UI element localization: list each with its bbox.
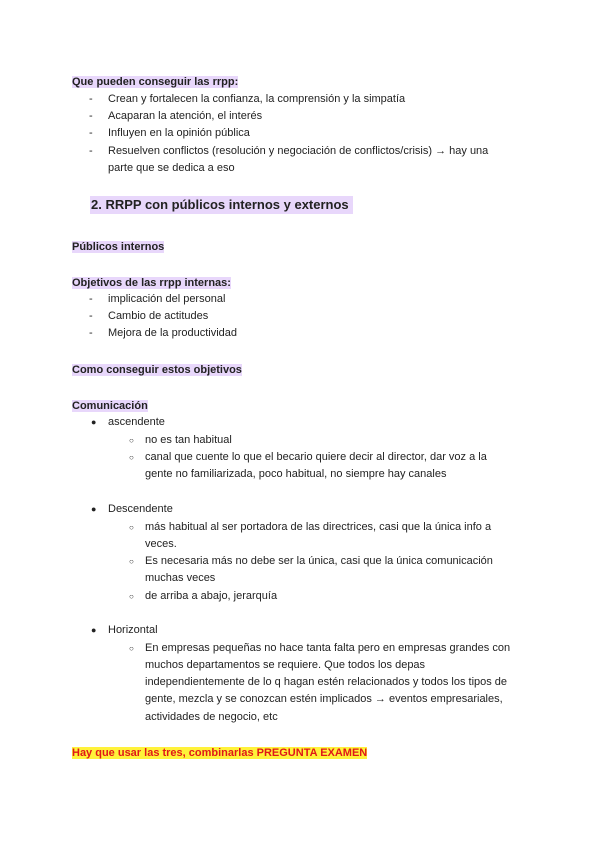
descendente-sub-2: Es necesaria más no debe ser la única, casi que la única comunicación: [145, 555, 493, 567]
exam-note-text: Hay que usar las tres, combinarlas PREGUNTA EXAMEN: [72, 747, 368, 759]
heading-text: Objetivos de las rrpp internas:: [72, 277, 231, 289]
circle-bullet-icon: ○: [129, 557, 134, 566]
heading-que-pueden: [72, 75, 238, 89]
bullet-icon: ●: [91, 504, 97, 514]
circle-bullet-icon: ○: [129, 523, 134, 532]
bullet-descendente: Descendente: [108, 503, 173, 515]
bullet-icon: ●: [91, 417, 97, 427]
circle-bullet-icon: ○: [129, 644, 134, 653]
dash-marker: -: [89, 127, 93, 139]
ascendente-sub-2-cont: gente no familiarizada, poco habitual, no siempre hay canales: [145, 468, 447, 480]
heading-como-conseguir: [72, 363, 242, 377]
heading-objetivos: [72, 276, 231, 290]
dash-marker: -: [89, 110, 93, 122]
exam-note: [72, 746, 367, 760]
list1-item-2: Acaparan la atención, el interés: [108, 110, 263, 122]
ascendente-sub-2: canal que cuente lo que el becario quiere decir al director, dar voz a la: [145, 451, 487, 463]
list1-item-1: Crean y fortalecen la confianza, la comprensión y la simpatía: [108, 93, 406, 105]
horizontal-sub-1-cont3: gente, mezcla y se conozcan estén implicados → eventos empresariales,: [145, 693, 503, 705]
list1-item-4: Resuelven conflictos (resolución y negociación de conflictos/crisis) → hay una: [108, 145, 489, 157]
bullet-icon: ●: [91, 625, 97, 635]
horizontal-sub-1: En empresas pequeñas no hace tanta falta pero en empresas grandes con: [145, 642, 511, 654]
circle-bullet-icon: ○: [129, 436, 134, 445]
descendente-sub-2-cont: muchas veces: [145, 572, 216, 584]
dash-marker: -: [89, 327, 93, 339]
list1-item-4-cont: parte que se dedica a eso: [108, 162, 235, 174]
dash-marker: -: [89, 145, 93, 157]
dash-marker: -: [89, 310, 93, 322]
list1-item-3: Influyen en la opinión pública: [108, 127, 250, 139]
horizontal-sub-1-cont2: independientemente de lo q hagan estén relacionados y todos los tipos de: [145, 676, 508, 688]
descendente-sub-1: más habitual al ser portadora de las directrices, casi que la única info a: [145, 521, 492, 533]
circle-bullet-icon: ○: [129, 592, 134, 601]
dash-marker: -: [89, 93, 93, 105]
horizontal-sub-1-cont4: actividades de negocio, etc: [145, 711, 278, 723]
descendente-sub-1-cont: veces.: [145, 538, 177, 550]
bullet-horizontal: Horizontal: [108, 624, 158, 636]
list2-item-1: implicación del personal: [108, 293, 226, 305]
heading-comunicacion: [72, 399, 148, 413]
list2-item-2: Cambio de actitudes: [108, 310, 209, 322]
ascendente-sub-1: no es tan habitual: [145, 434, 232, 446]
heading-text: Como conseguir estos objetivos: [72, 364, 242, 376]
bullet-ascendente: ascendente: [108, 416, 165, 428]
list2-item-3: Mejora de la productividad: [108, 327, 238, 339]
section-title: 2. RRPP con públicos internos y externos: [90, 196, 353, 214]
heading-text: Que pueden conseguir las rrpp:: [72, 76, 239, 88]
heading-text: Comunicación: [72, 400, 148, 412]
horizontal-sub-1-cont1: muchos departamentos se requiere. Que todos los depas: [145, 659, 426, 671]
descendente-sub-3: de arriba a abajo, jerarquía: [145, 590, 278, 602]
dash-marker: -: [89, 293, 93, 305]
heading-text: Públicos internos: [72, 241, 165, 253]
circle-bullet-icon: ○: [129, 453, 134, 462]
heading-publicos-internos: [72, 240, 164, 254]
